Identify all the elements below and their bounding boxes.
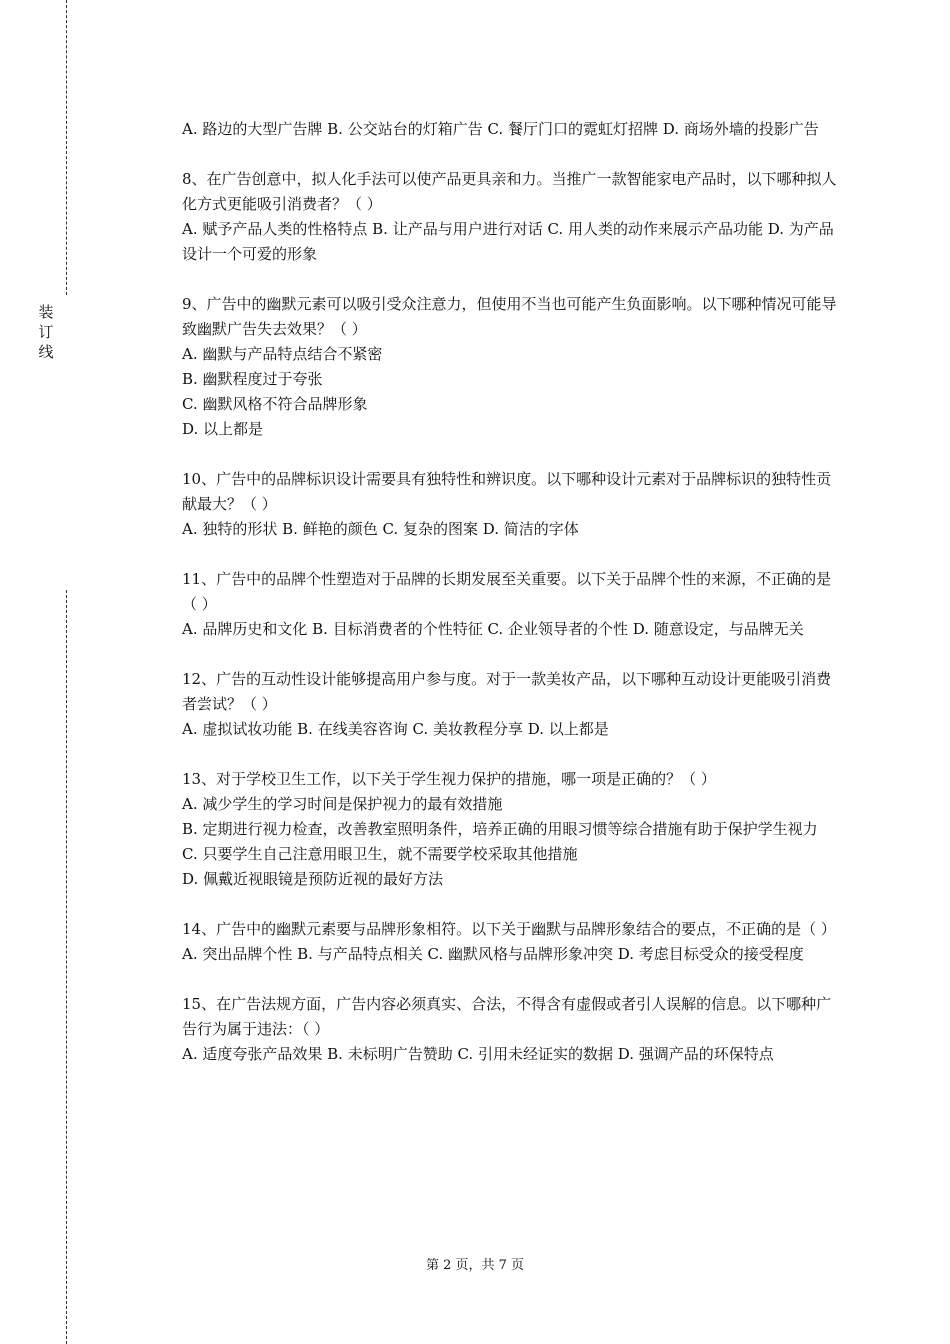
question-13 xyxy=(182,767,842,892)
question-list xyxy=(182,117,842,1092)
question-7-options xyxy=(182,117,842,142)
question-stem: 8、在广告创意中，拟人化手法可以使产品更具亲和力。当推广一款智能家电产品时，以下哪种拟人化方式更能吸引消费者？（ ） xyxy=(182,170,837,213)
question-stem: 15、在广告法规方面，广告内容必须真实、合法，不得含有虚假或者引人误解的信息。以下哪种广告行为属于违法：（ ） xyxy=(182,995,832,1038)
question-11 xyxy=(182,567,842,642)
option-line: A. 品牌历史和文化 B. 目标消费者的个性特征 C. 企业领导者的个性 D. 随意设定，与品牌无关 xyxy=(182,620,804,638)
option-c: C. 只要学生自己注意用眼卫生，就不需要学校采取其他措施 xyxy=(182,845,578,863)
question-stem: 11、广告中的品牌个性塑造对于品牌的长期发展至关重要。以下关于品牌个性的来源，不正确的是（ ） xyxy=(182,570,832,613)
option-b: B. 幽默程度过于夸张 xyxy=(182,370,323,388)
question-9 xyxy=(182,292,842,442)
binding-label xyxy=(36,302,56,362)
binding-label-char: 订 xyxy=(38,323,54,341)
option-c: C. 幽默风格不符合品牌形象 xyxy=(182,395,368,413)
question-stem: 13、对于学校卫生工作，以下关于学生视力保护的措施，哪一项是正确的？（ ） xyxy=(182,770,716,788)
binding-label-char: 线 xyxy=(38,343,54,361)
question-15 xyxy=(182,992,842,1067)
binding-dashed-line-bottom xyxy=(66,590,67,1344)
option-line: A. 独特的形状 B. 鲜艳的颜色 C. 复杂的图案 D. 简洁的字体 xyxy=(182,520,579,538)
option-line: A. 突出品牌个性 B. 与产品特点相关 C. 幽默风格与品牌形象冲突 D. 考虑目标受众的接受程度 xyxy=(182,945,804,963)
question-stem: 9、广告中的幽默元素可以吸引受众注意力，但使用不当也可能产生负面影响。以下哪种情况可能导致幽默广告失去效果？（ ） xyxy=(182,295,837,338)
option-a: A. 减少学生的学习时间是保护视力的最有效措施 xyxy=(182,795,503,813)
option-line: A. 路边的大型广告牌 B. 公交站台的灯箱广告 C. 餐厅门口的霓虹灯招牌 D. 商场外墙的投影广告 xyxy=(182,120,819,138)
question-stem: 10、广告中的品牌标识设计需要具有独特性和辨识度。以下哪种设计元素对于品牌标识的独特性贡献最大？（ ） xyxy=(182,470,832,513)
question-14 xyxy=(182,917,842,967)
option-line: A. 赋予产品人类的性格特点 B. 让产品与用户进行对话 C. 用人类的动作来展示产品功能 D. 为产品设计一个可爱的形象 xyxy=(182,220,834,263)
option-d: D. 佩戴近视眼镜是预防近视的最好方法 xyxy=(182,870,444,888)
question-stem: 12、广告的互动性设计能够提高用户参与度。对于一款美妆产品，以下哪种互动设计更能吸引消费者尝试？（ ） xyxy=(182,670,832,713)
question-8 xyxy=(182,167,842,267)
option-line: A. 适度夸张产品效果 B. 未标明广告赞助 C. 引用未经证实的数据 D. 强调产品的环保特点 xyxy=(182,1045,774,1063)
question-10 xyxy=(182,467,842,542)
binding-label-char: 装 xyxy=(38,303,54,321)
binding-dashed-line-top xyxy=(66,0,67,295)
question-stem: 14、广告中的幽默元素要与品牌形象相符。以下关于幽默与品牌形象结合的要点，不正确的是（ ） xyxy=(182,920,836,938)
option-a: A. 幽默与产品特点结合不紧密 xyxy=(182,345,383,363)
option-d: D. 以上都是 xyxy=(182,420,264,438)
option-b: B. 定期进行视力检查，改善教室照明条件，培养正确的用眼习惯等综合措施有助于保护学生视力 xyxy=(182,820,818,838)
option-line: A. 虚拟试妆功能 B. 在线美容咨询 C. 美妆教程分享 D. 以上都是 xyxy=(182,720,609,738)
page-number-footer: 第 2 页，共 7 页 xyxy=(425,1258,525,1273)
question-12 xyxy=(182,667,842,742)
